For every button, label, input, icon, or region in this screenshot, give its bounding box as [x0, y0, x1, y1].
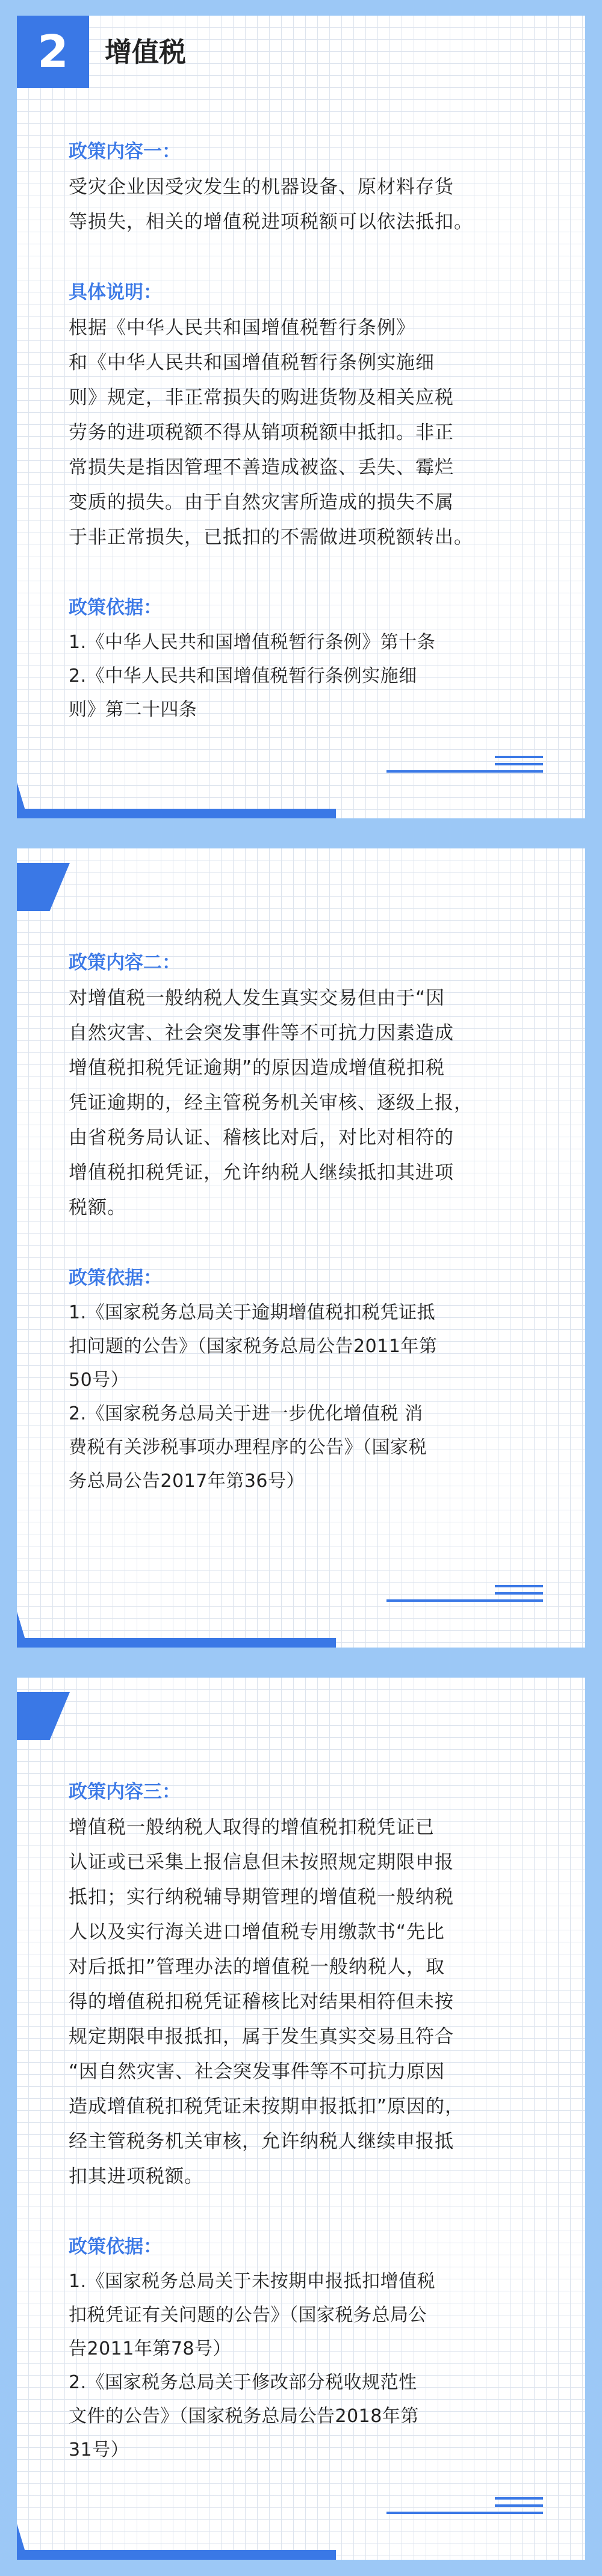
- decor-bar: [17, 809, 336, 818]
- decor-line: [386, 1599, 543, 1602]
- decor-line: [495, 756, 543, 758]
- policy-card-3: [17, 1678, 585, 2560]
- policy-card-1: [17, 16, 585, 818]
- content-heading-2: 政策内容二：: [69, 952, 181, 974]
- basis-list-3: 1.《国家税务总局关于未按期申报抵扣增值税 扣税凭证有关问题的公告》（国家税务总局公 告2011年第78号） 2.《国家税务总局关于修改部分税收规范性 文件的公告》（国家税务总局公告2018年第 31号）: [69, 2271, 436, 2460]
- content-text-1: 受灾企业因受灾发生的机器设备、原材料存货 等损失，相关的增值税进项税额可以依法抵扣。: [69, 176, 473, 233]
- explain-text-1: 根据《中华人民共和国增值税暂行条例》 和《中华人民共和国增值税暂行条例实施细 则》规定，非正常损失的购进货物及相关应税 劳务的进项税额不得从销项税额中抵扣。非正 常损失是指因管理不善造成被盗、丢失、霉烂 变质的损失。由于自然灾害所造成的损失不属 于非正常损失，已抵扣的不需做进项税额转出。: [69, 317, 473, 548]
- decor-line: [386, 2512, 543, 2514]
- basis-heading-2: 政策依据：: [69, 1267, 162, 1289]
- content-text-3: 增值税一般纳税人取得的增值税扣税凭证已 认证或已采集上报信息但未按照规定期限申报 抵扣；实行纳税辅导期管理的增值税一般纳税 人以及实行海关进口增值税专用缴款书“先比 对后抵扣”管理办法的增值税一般纳税人，取 得的增值税扣税凭证稽核比对结果相符但未按 规定期限申报抵扣，属于发生真实交易且符合 “因自然灾害、社会突发事件等不可抗力原因 造成增值税扣税凭证未按期申报抵扣”原因的， 经主管税务机关审核，允许纳税人继续申报抵 扣其进项税额。: [69, 1817, 465, 2187]
- content-heading-1: 政策内容一：: [69, 141, 181, 162]
- card-1-content: [69, 134, 549, 727]
- decor-bar: [17, 1638, 336, 1648]
- basis-heading-3: 政策依据：: [69, 2236, 162, 2258]
- decor-line: [495, 2504, 543, 2507]
- section-number-badge: 2: [17, 16, 89, 88]
- decor-line: [386, 770, 543, 773]
- decor-line: [495, 1592, 543, 1595]
- decor-bar: [17, 2550, 336, 2560]
- decor-line: [495, 2497, 543, 2500]
- decor-line: [495, 763, 543, 765]
- card-tab-marker: [17, 1692, 70, 1740]
- content-heading-3: 政策内容三：: [69, 1781, 181, 1803]
- card-2-content: [69, 945, 549, 1498]
- basis-list-2: 1.《国家税务总局关于逾期增值税扣税凭证抵 扣问题的公告》（国家税务总局公告2011年第 50号） 2.《国家税务总局关于进一步优化增值税 消 费税有关涉税事项办理程序的公告》（国家税 务总局公告2017年第36号）: [69, 1302, 438, 1492]
- policy-card-2: [17, 848, 585, 1648]
- card-3-content: [69, 1774, 549, 2467]
- content-text-2: 对增值税一般纳税人发生真实交易但由于“因 自然灾害、社会突发事件等不可抗力因素造成 增值税扣税凭证逾期”的原因造成增值税扣税 凭证逾期的，经主管税务机关审核、逐级上报， 由省税务局认证、稽核比对后，对比对相符的 增值税扣税凭证，允许纳税人继续抵扣其进项 税额。: [69, 987, 473, 1219]
- basis-heading-1: 政策依据：: [69, 597, 162, 619]
- basis-list-1: 1.《中华人民共和国增值税暂行条例》第十条 2.《中华人民共和国增值税暂行条例实施细 则》第二十四条: [69, 632, 436, 720]
- explain-heading-1: 具体说明：: [69, 282, 162, 303]
- decor-line: [495, 1585, 543, 1587]
- card-tab-marker: [17, 863, 70, 911]
- section-title: 增值税: [105, 36, 187, 68]
